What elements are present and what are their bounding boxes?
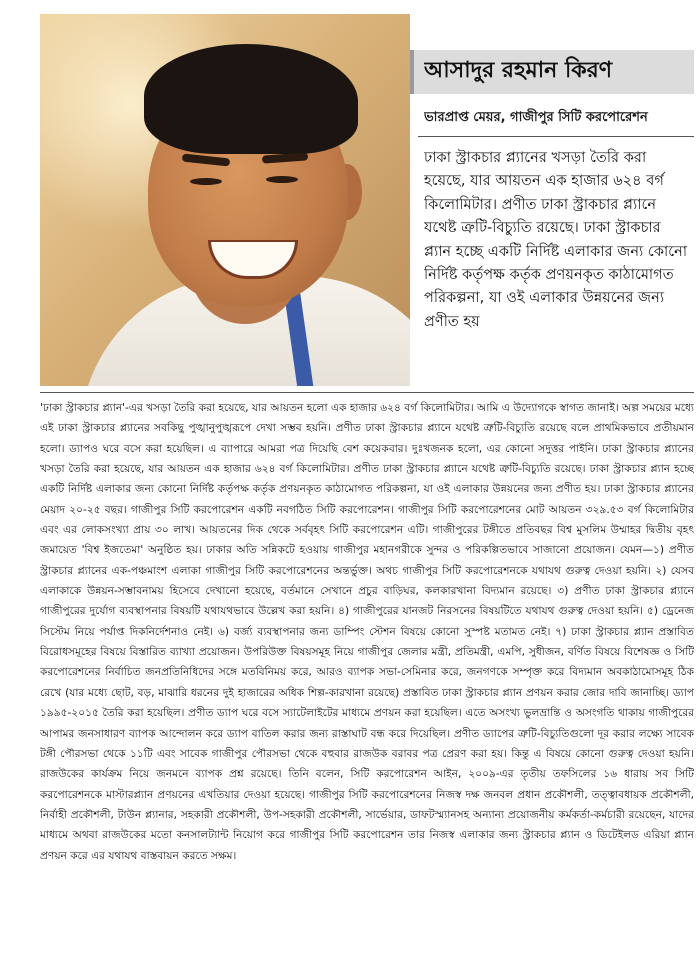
article-body: 'ঢাকা স্ট্রাকচার প্ল্যান'-এর খসড়া তৈরি করা হয়েছে, যার আয়তন হলো এক হাজার ৬২৪ বর্গ কিলোমিটার। আমি এ উদ্যোগকে স্বাগত জানাই। অল্প সময়ের মধ্যে এই ঢাকা স্ট্রাকচার প্ল্যানের সবকিছু পুঙ্খানুপুঙ্খরূপে দেখা সম্ভব হয়নি। প্রণীত ঢাকা স্ট্রাকচার প্ল্যানে যথেষ্ট ত্রুটি-বিচ্যুতি রয়েছে বলে প্রাথমিকভাবে প্রতীয়মান হলো। ড্যাপও ঘরে বসে করা হয়েছিল। এ ব্যাপারে আমরা পত্র দিয়েছি বেশ কয়েকবার। দুঃখজনক হলো, এর কোনো সদুত্তর পাইনি। ঢাকা স্ট্রাকচার প্ল্যানের খসড়া তৈরি করা হয়েছে, যার আয়তন এক হাজার ৬২৪ বর্গ কিলোমিটার। প্রণীত ঢাকা স্ট্রাকচার প্ল্যানে যথেষ্ট ত্রুটি-বিচ্যুতি রয়েছে। ঢাকা স্ট্রাকচার প্ল্যান হচ্ছে একটি নির্দিষ্ট এলাকার জন্য কোনো নির্দিষ্ট কর্তৃপক্ষ কর্তৃক প্রণয়নকৃত কাঠামোগত পরিকল্পনা, যা ওই এলাকার উন্নয়নের জন্য প্রণীত হয়। ঢাকা স্ট্রাকচার প্ল্যানের মেয়াদ ২০-২৫ বছর। গাজীপুর সিটি করপোরেশন একটি নবগঠিত সিটি করপোরেশন। গাজীপুর সিটি করপোরেশনের মোট আয়তন ৩২৯.৫৩ বর্গ কিলোমিটার এবং এর লোকসংখ্যা প্রায় ৩০ লাখ। আয়তনের দিক থেকে সর্ববৃহৎ সিটি করপোরেশন এটি। গাজীপুরের টঙ্গীতে প্রতিবছর বিশ্ব মুসলিম উম্মাহর দ্বিতীয় বৃহৎ জমায়েত 'বিশ্ব ইজতেমা' অনুষ্ঠিত হয়। ঢাকার অতি সন্নিকটে হওয়ায় গাজীপুর মহানগরীকে সুন্দর ও পরিকল্পিতভাবে সাজানো প্রয়োজন। যেমন—১) প্রণীত স্ট্রাকচার প্ল্যানের এক-পঞ্চমাংশ এলাকা গাজীপুর সিটি করপোরেশনের অন্তর্ভুক্ত। অথচ গাজীপুর সিটি করপোরেশনকে যথাযথ গুরুত্ব দেওয়া হয়নি। ২) যেসব এলাকাকে উন্নয়ন-সম্ভাবনাময় হিসেবে দেখানো হয়েছে, বর্তমানে সেখানে প্রচুর বাড়িঘর, কলকারখানা বিদ্যমান রয়েছে। ৩) প্রণীত ঢাকা স্ট্রাকচার প্ল্যানে গাজীপুরের দুর্যোগ ব্যবস্থাপনার বিষয়টি যথাযথভাবে উল্লেখ করা হয়নি। ৪) গাজীপুরের যানজট নিরসনের বিষয়টিতে যথাযথ গুরুত্ব দেওয়া হয়নি। ৫) ড্রেনেজ সিস্টেম নিয়ে পর্যাপ্ত দিকনির্দেশনাও নেই। ৬) বর্জ্য ব্যবস্থাপনার জন্য ডাম্পিং স্টেশন বিষয়ে কোনো সুস্পষ্ট মতামত নেই। ৭) ঢাকা স্ট্রাকচার প্ল্যান প্রস্তাবিত বিরোধসমূহের বিষয়ে বিস্তারিত ব্যাখ্যা প্রয়োজন। উপরিউক্ত বিষয়সমূহ নিয়ে গাজীপুর জেলার মন্ত্রী, প্রতিমন্ত্রী, এমপি, সুধীজন, বর্ণিত বিষয়ে বিশেষজ্ঞ ও সিটি করপোরেশনের নির্বাচিত জনপ্রতিনিধিদের সঙ্গে মতবিনিময় করে, আরও ব্যাপক সভা-সেমিনার করে, জনগণকে সম্পৃক্ত করে বিদ্যমান অবকাঠামোসমূহ ঠিক রেখে (যার মধ্যে ছোট, বড়, মাঝারি ধরনের দুই হাজারের অধিক শিল্প-কারখানা রয়েছে) প্রস্তাবিত ঢাকা স্ট্রাকচার প্ল্যান প্রণয়ন করার জোর দাবি জানাচ্ছি। ড্যাপ ১৯৯৫-২০১৫ তৈরি করা হয়েছিল। প্রণীত ড্যাপ ঘরে বসে স্যাটেলাইটের মাধ্যমে প্রণয়ন করা হয়েছিল। এতে অসংখ্য ভুলভ্রান্তি ও অসংগতি থাকায় গাজীপুরের আপামর জনসাধারণ ব্যাপক আন্দোলন করে ড্যাপ বাতিল করার জন্য রাস্তাঘাট বন্ধ করে দিয়েছিল। প্রণীত ড্যাপের ত্রুটি-বিচ্যুতিগুলো দূর করার লক্ষ্যে সাবেক টঙ্গী পৌরসভা থেকে ১১টি এবং সাবেক গাজীপুর পৌরসভা থেকে বহুবার রাজউক বরাবর পত্র প্রেরণ করা হয়। কিন্তু এ বিষয়ে কোনো গুরুত্ব দেওয়া হয়নি। রাজউকের কার্যক্রম নিয়ে জনমনে ব্যাপক প্রশ্ন রয়েছে। তিনি বলেন, সিটি করপোরেশন আইন, ২০০৯-এর তৃতীয় তফসিলের ১৬ ধারায় সব সিটি করপোরেশনকে মাস্টারপ্ল্যান প্রণয়নের এখতিয়ার দেওয়া হয়েছে। গাজীপুর সিটি করপোরেশনের নিজস্ব দক্ষ জনবল প্রধান প্রকৌশলী, তত্ত্বাবধায়ক প্রকৌশলী, নির্বাহী প্রকৌশলী, টাউন প্ল্যানার, সহকারী প্রকৌশলী, উপ-সহকারী প্রকৌশলী, সার্ভেয়ার, ডাফটস্ম্যানসহ অন্যান্য প্রয়োজনীয় কর্মকর্তা-কর্মচারী রয়েছেন, যাদের মাধ্যমে অথবা রাজউকের মতো কনসালট্যান্ট নিয়োগ করে গাজীপুর সিটি করপোরেশন তার নিজস্ব এলাকার জন্য স্ট্রাকচার প্ল্যান ও ডিটেইলড এরিয়া প্ল্যান প্রণয়ন করে এর যথাযথ বাস্তবায়ন করতে সক্ষম। — [40, 402, 694, 862]
person-designation: ভারপ্রাপ্ত মেয়র, গাজীপুর সিটি করপোরেশন — [424, 110, 648, 125]
person-name: আসাদুর রহমান কিরণ — [424, 58, 613, 83]
pull-quote: ঢাকা স্ট্রাকচার প্ল্যানের খসড়া তৈরি করা হয়েছে, যার আয়তন এক হাজার ৬২৪ বর্গ কিলোমিটার। প্রণীত ঢাকা স্ট্রাকচার প্ল্যানে যথেষ্ট ত্রুটি-বিচ্যুতি রয়েছে। ঢাকা স্ট্রাকচার প্ল্যান হচ্ছে একটি নির্দিষ্ট এলাকার জন্য কোনো নির্দিষ্ট কর্তৃপক্ষ কর্তৃক প্রণয়নকৃত কাঠামোগত পরিকল্পনা, যা ওই এলাকার উন্নয়নের জন্য প্রণীত হয় — [424, 149, 688, 330]
divider — [40, 392, 694, 393]
divider — [418, 136, 694, 137]
portrait-photo — [40, 14, 410, 386]
